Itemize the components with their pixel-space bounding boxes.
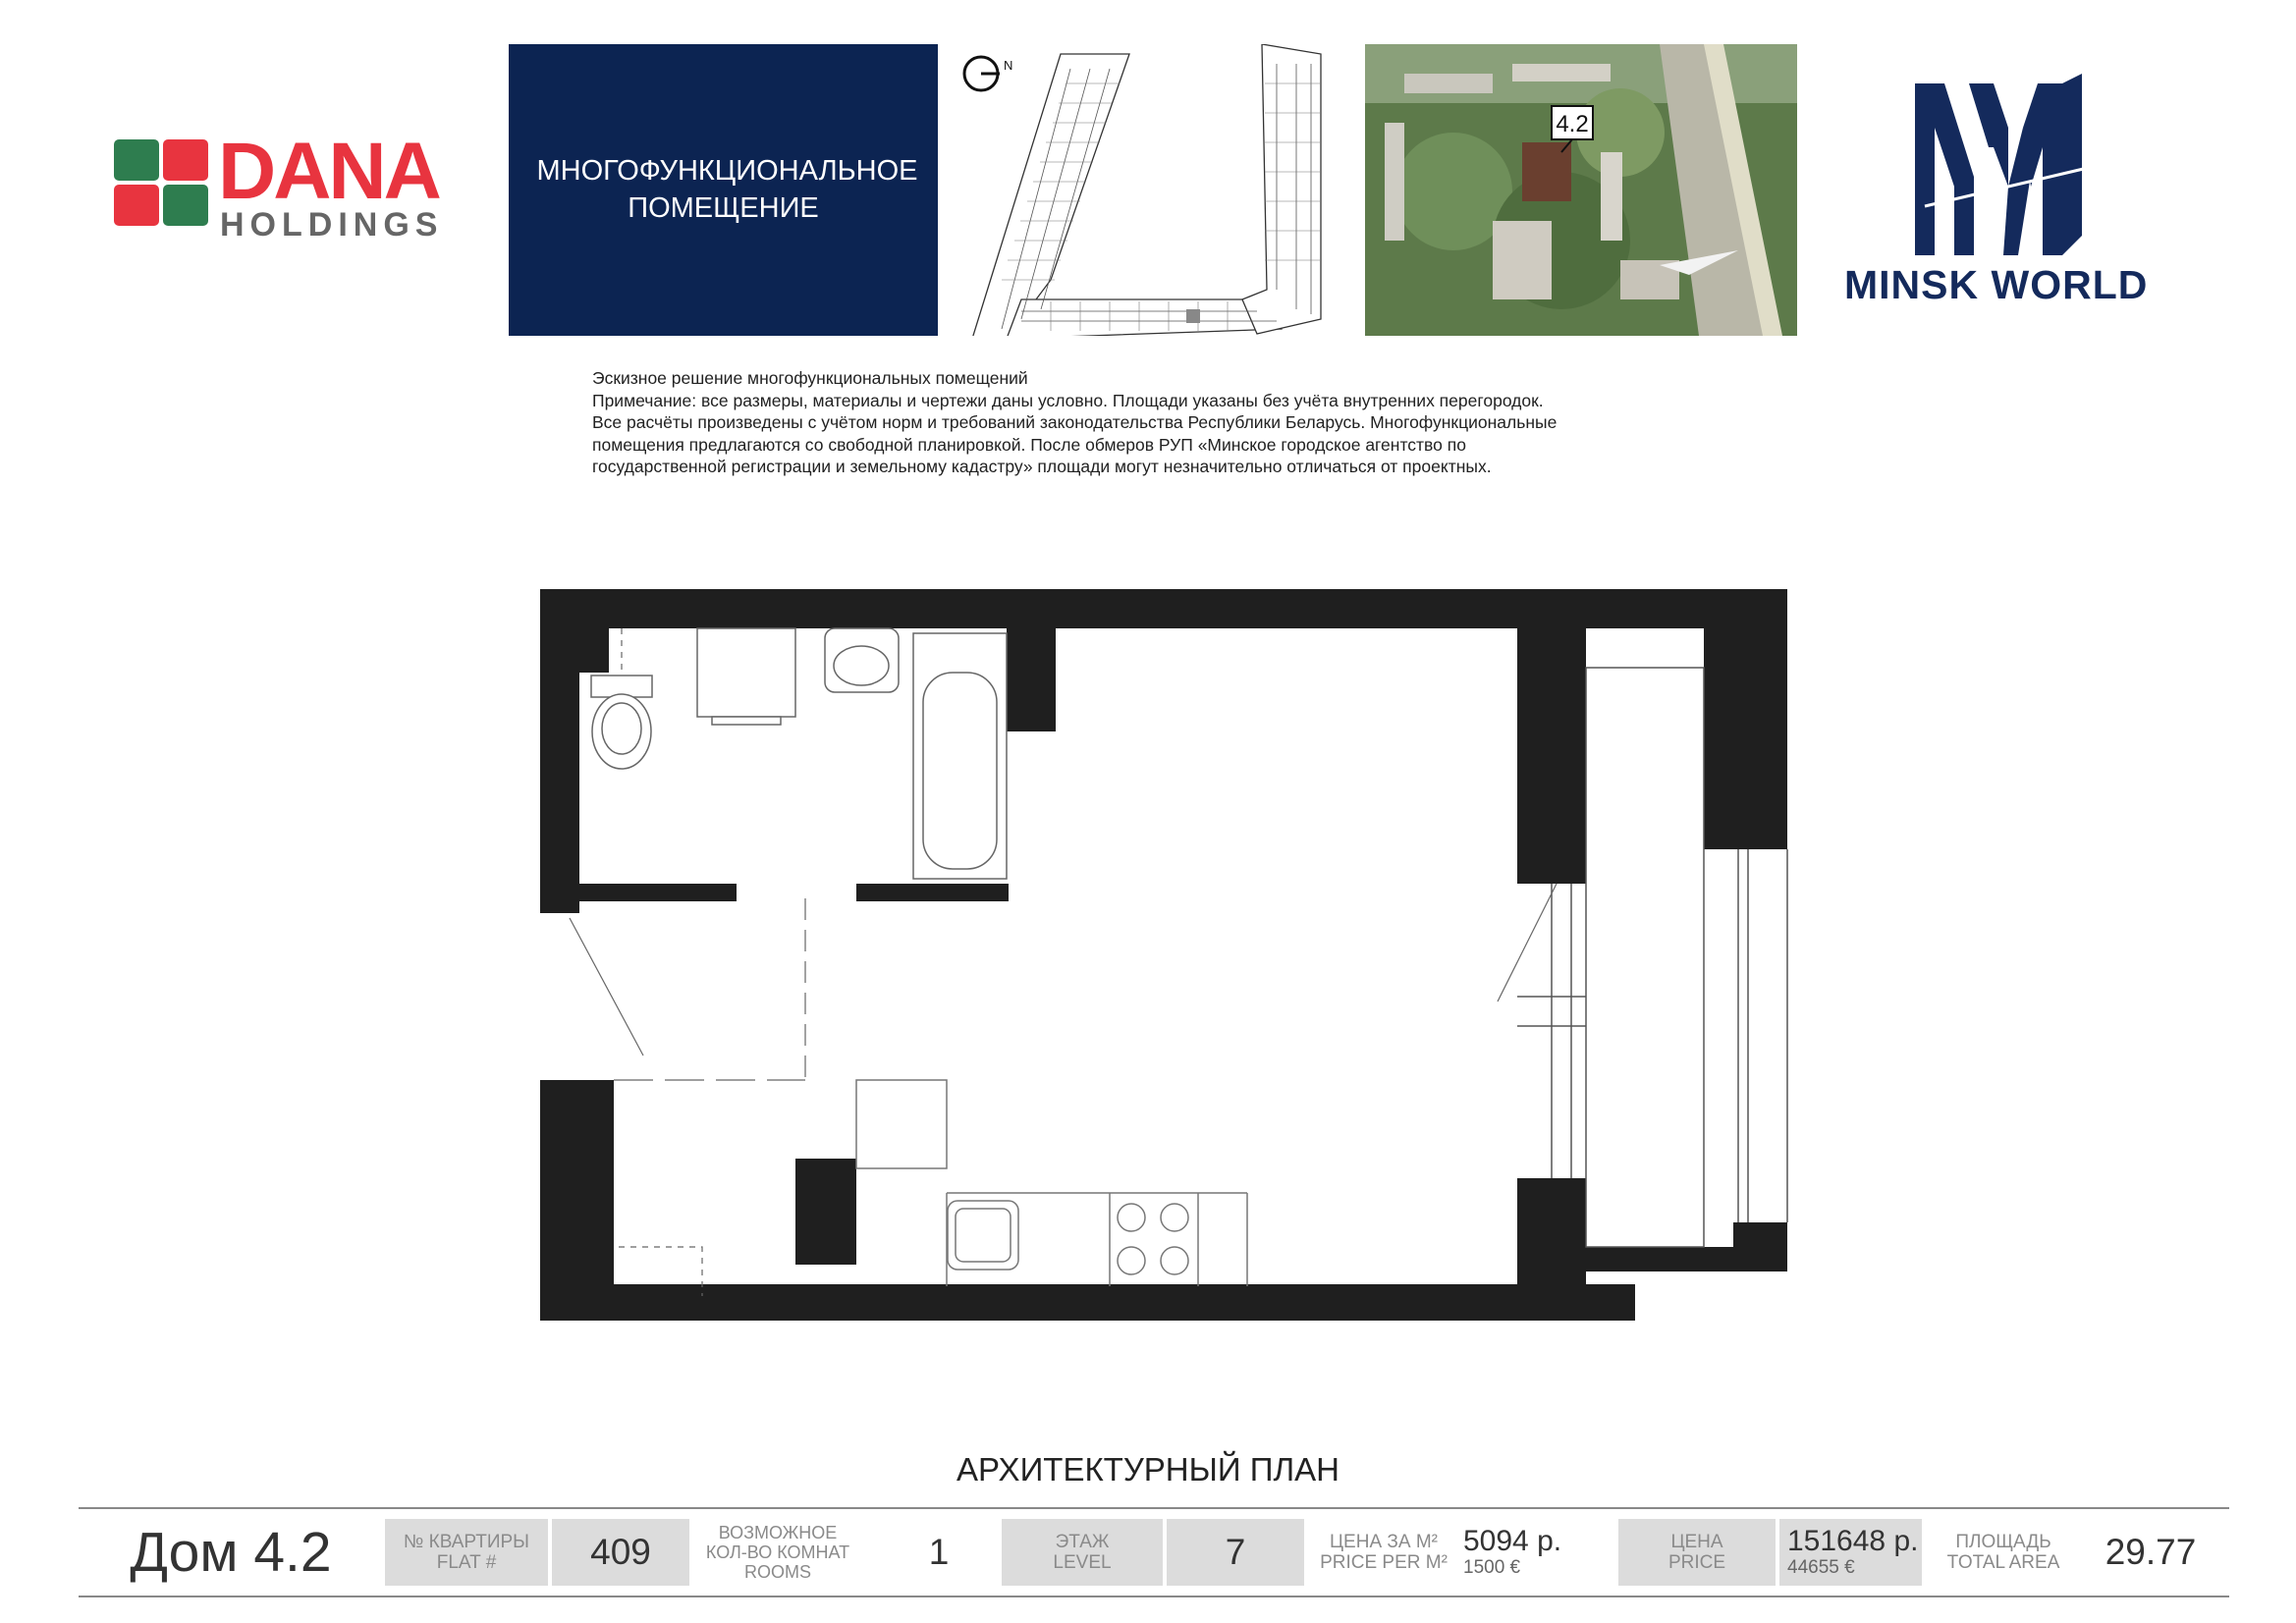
washing-machine-icon bbox=[697, 628, 795, 717]
dana-subtitle: HOLDINGS bbox=[220, 206, 444, 243]
house-name: Дом 4.2 bbox=[130, 1521, 332, 1584]
minsk-world-logo bbox=[1836, 69, 2190, 314]
door-swings bbox=[570, 628, 1557, 1296]
flat-label-cell bbox=[385, 1519, 548, 1586]
level-label-en: LEVEL bbox=[1053, 1552, 1112, 1573]
flat-label-en: FLAT # bbox=[436, 1552, 497, 1573]
dana-wordmark: DANA bbox=[218, 127, 439, 216]
price-value-cell bbox=[1779, 1519, 1922, 1586]
area-label-cell bbox=[1925, 1519, 2082, 1586]
rooms-label-3: ROOMS bbox=[743, 1562, 811, 1582]
logo-square-icon bbox=[114, 185, 159, 226]
flat-value-cell bbox=[552, 1519, 689, 1586]
area-label-ru: ПЛОЩАДЬ bbox=[1955, 1532, 2051, 1552]
rooms-value: 1 bbox=[928, 1532, 950, 1572]
disclaimer-note bbox=[592, 367, 1771, 478]
logo-square-icon bbox=[163, 139, 208, 181]
area-value: 29.77 bbox=[2105, 1532, 2197, 1572]
fridge-icon bbox=[856, 1080, 947, 1168]
rooms-label-1: ВОЗМОЖНОЕ bbox=[718, 1523, 838, 1542]
selected-unit-marker bbox=[1186, 309, 1200, 323]
keyplan-outline bbox=[972, 44, 1321, 336]
stove-icon bbox=[1118, 1204, 1188, 1274]
floor-plan bbox=[530, 579, 1807, 1335]
house-cell bbox=[79, 1519, 383, 1586]
price-label-en: PRICE bbox=[1667, 1552, 1726, 1573]
logo-square-icon bbox=[163, 185, 208, 226]
plan-caption: АРХИТЕКТУРНЫЙ ПЛАН bbox=[957, 1451, 1339, 1488]
area-label-en: TOTAL AREA bbox=[1946, 1552, 2060, 1573]
kitchen-fixtures bbox=[856, 1080, 1247, 1286]
ppm-value-cell bbox=[1463, 1519, 1620, 1586]
note-line: помещения предлагаются со свободной планировкой. После обмеров РУП «Минское городское агентство по bbox=[592, 434, 1466, 455]
level-label-ru: ЭТАЖ bbox=[1055, 1532, 1110, 1552]
ppm-value-eur: 1500 € bbox=[1463, 1557, 1521, 1578]
mw-monogram-icon bbox=[1915, 69, 2102, 265]
price-label-ru: ЦЕНА bbox=[1670, 1532, 1723, 1552]
price-value: 151648 р. bbox=[1787, 1525, 1919, 1557]
note-line: государственной регистрации и земельному кадастру» площади могут незначительно отличаться от проектных. bbox=[592, 457, 1492, 476]
ppm-value: 5094 р. bbox=[1463, 1525, 1562, 1557]
page-title: МНОГОФУНКЦИОНАЛЬНОЕ ПОМЕЩЕНИЕ bbox=[536, 154, 918, 224]
level-label-cell bbox=[1002, 1519, 1163, 1586]
rooms-value-cell bbox=[870, 1519, 1008, 1586]
price-value-eur: 44655 € bbox=[1787, 1557, 1855, 1578]
highlighted-building bbox=[1522, 142, 1571, 201]
ppm-label-ru: ЦЕНА ЗА М² bbox=[1330, 1532, 1438, 1552]
compass-icon bbox=[964, 57, 1012, 90]
apartment-info-bar bbox=[79, 1507, 2229, 1597]
north-label: N bbox=[1004, 58, 1013, 73]
flat-label-ru: № КВАРТИРЫ bbox=[403, 1532, 530, 1552]
level-value-cell bbox=[1167, 1519, 1304, 1586]
ppm-label-en: PRICE PER М² bbox=[1320, 1552, 1448, 1573]
flat-value: 409 bbox=[590, 1532, 651, 1572]
rooms-label-2: КОЛ-ВО КОМНАТ bbox=[705, 1542, 850, 1562]
note-line: Эскизное решение многофункциональных помещений bbox=[592, 368, 1028, 388]
area-value-cell bbox=[2082, 1519, 2219, 1586]
note-line: Все расчёты произведены с учётом норм и требований законодательства Республики Беларусь. Многофункциональные bbox=[592, 412, 1558, 432]
logo-square-icon bbox=[114, 139, 159, 181]
level-value: 7 bbox=[1225, 1532, 1246, 1572]
header-panel bbox=[509, 44, 938, 336]
note-line: Примечание: все размеры, материалы и чертежи даны условно. Площади указаны без учёта внутренних перегородок. bbox=[592, 390, 1544, 410]
ppm-label-cell bbox=[1306, 1519, 1461, 1586]
building-keyplan bbox=[962, 44, 1326, 336]
minsk-world-wordmark: MINSK WORLD bbox=[1844, 262, 2149, 307]
dana-holdings-logo bbox=[114, 127, 477, 243]
aerial-view bbox=[1365, 44, 1797, 336]
price-label-cell bbox=[1618, 1519, 1776, 1586]
rooms-label-cell bbox=[689, 1511, 866, 1594]
bathroom-fixtures bbox=[591, 628, 1007, 879]
building-label: 4.2 bbox=[1556, 111, 1589, 137]
